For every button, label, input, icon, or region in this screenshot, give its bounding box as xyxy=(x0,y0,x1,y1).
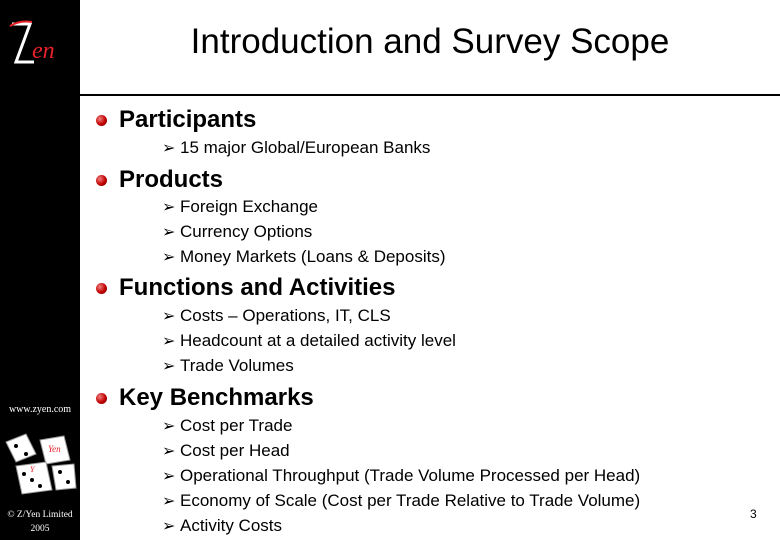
list-item xyxy=(162,331,456,351)
arrow-bullet-icon: ➢ xyxy=(162,249,176,266)
arrow-bullet-icon: ➢ xyxy=(162,493,176,510)
svg-text:Yen: Yen xyxy=(48,444,61,454)
arrow-bullet-icon: ➢ xyxy=(162,199,176,216)
website-text: www.zyen.com xyxy=(8,404,72,415)
list-item xyxy=(162,356,294,376)
arrow-bullet-icon: ➢ xyxy=(162,468,176,485)
list-item-text: Activity Costs xyxy=(180,516,283,535)
list-item xyxy=(162,416,292,436)
list-item-text: Money Markets (Loans & Deposits) xyxy=(180,247,446,266)
arrow-bullet-icon: ➢ xyxy=(162,518,176,535)
bullet-icon xyxy=(96,115,107,126)
arrow-bullet-icon: ➢ xyxy=(162,333,176,350)
copyright-year: 2005 xyxy=(30,524,50,534)
list-item-text: Cost per Trade xyxy=(180,416,293,435)
arrow-bullet-icon: ➢ xyxy=(162,308,176,325)
title-rule xyxy=(80,94,780,96)
section-key-benchmarks xyxy=(96,384,314,412)
arrow-bullet-icon: ➢ xyxy=(162,443,176,460)
list-item-text: Cost per Head xyxy=(180,441,290,460)
arrow-bullet-icon: ➢ xyxy=(162,358,176,375)
bullet-icon xyxy=(96,283,107,294)
svg-text:en: en xyxy=(32,38,55,64)
list-item xyxy=(162,441,290,461)
list-item-text: Operational Throughput (Trade Volume Processed per Head) xyxy=(180,466,641,485)
list-item-text: Economy of Scale (Cost per Trade Relative to Trade Volume) xyxy=(180,491,641,510)
list-item-text: Currency Options xyxy=(180,222,313,241)
copyright-line: © Z/Yen Limited xyxy=(7,510,73,520)
list-item xyxy=(162,222,312,242)
list-item-text: Costs – Operations, IT, CLS xyxy=(180,306,391,325)
list-item-text: Trade Volumes xyxy=(180,356,294,375)
section-participants xyxy=(96,106,256,134)
svg-text:Y: Y xyxy=(30,465,35,474)
section-products xyxy=(96,166,223,194)
section-heading: Products xyxy=(119,166,224,193)
arrow-bullet-icon: ➢ xyxy=(162,418,176,435)
list-item-text: Headcount at a detailed activity level xyxy=(180,331,456,350)
zyen-logo xyxy=(6,18,72,70)
list-item xyxy=(162,138,430,158)
list-item-text: Foreign Exchange xyxy=(180,197,318,216)
list-item xyxy=(162,516,282,536)
section-functions-activities xyxy=(96,274,395,302)
bullet-icon xyxy=(96,175,107,186)
list-item xyxy=(162,466,640,486)
section-heading: Participants xyxy=(119,106,257,133)
section-heading: Functions and Activities xyxy=(119,274,396,301)
arrow-bullet-icon: ➢ xyxy=(162,140,176,157)
list-item xyxy=(162,247,446,267)
slide-title: Introduction and Survey Scope xyxy=(190,22,670,61)
page-number: 3 xyxy=(750,507,757,521)
copyright-text xyxy=(0,508,80,536)
list-item xyxy=(162,306,391,326)
list-item-text: 15 major Global/European Banks xyxy=(180,138,431,157)
list-item xyxy=(162,197,318,217)
sidebar xyxy=(0,0,80,540)
dice-image xyxy=(2,428,78,498)
arrow-bullet-icon: ➢ xyxy=(162,224,176,241)
section-heading: Key Benchmarks xyxy=(119,384,314,411)
bullet-icon xyxy=(96,393,107,404)
list-item xyxy=(162,491,640,511)
